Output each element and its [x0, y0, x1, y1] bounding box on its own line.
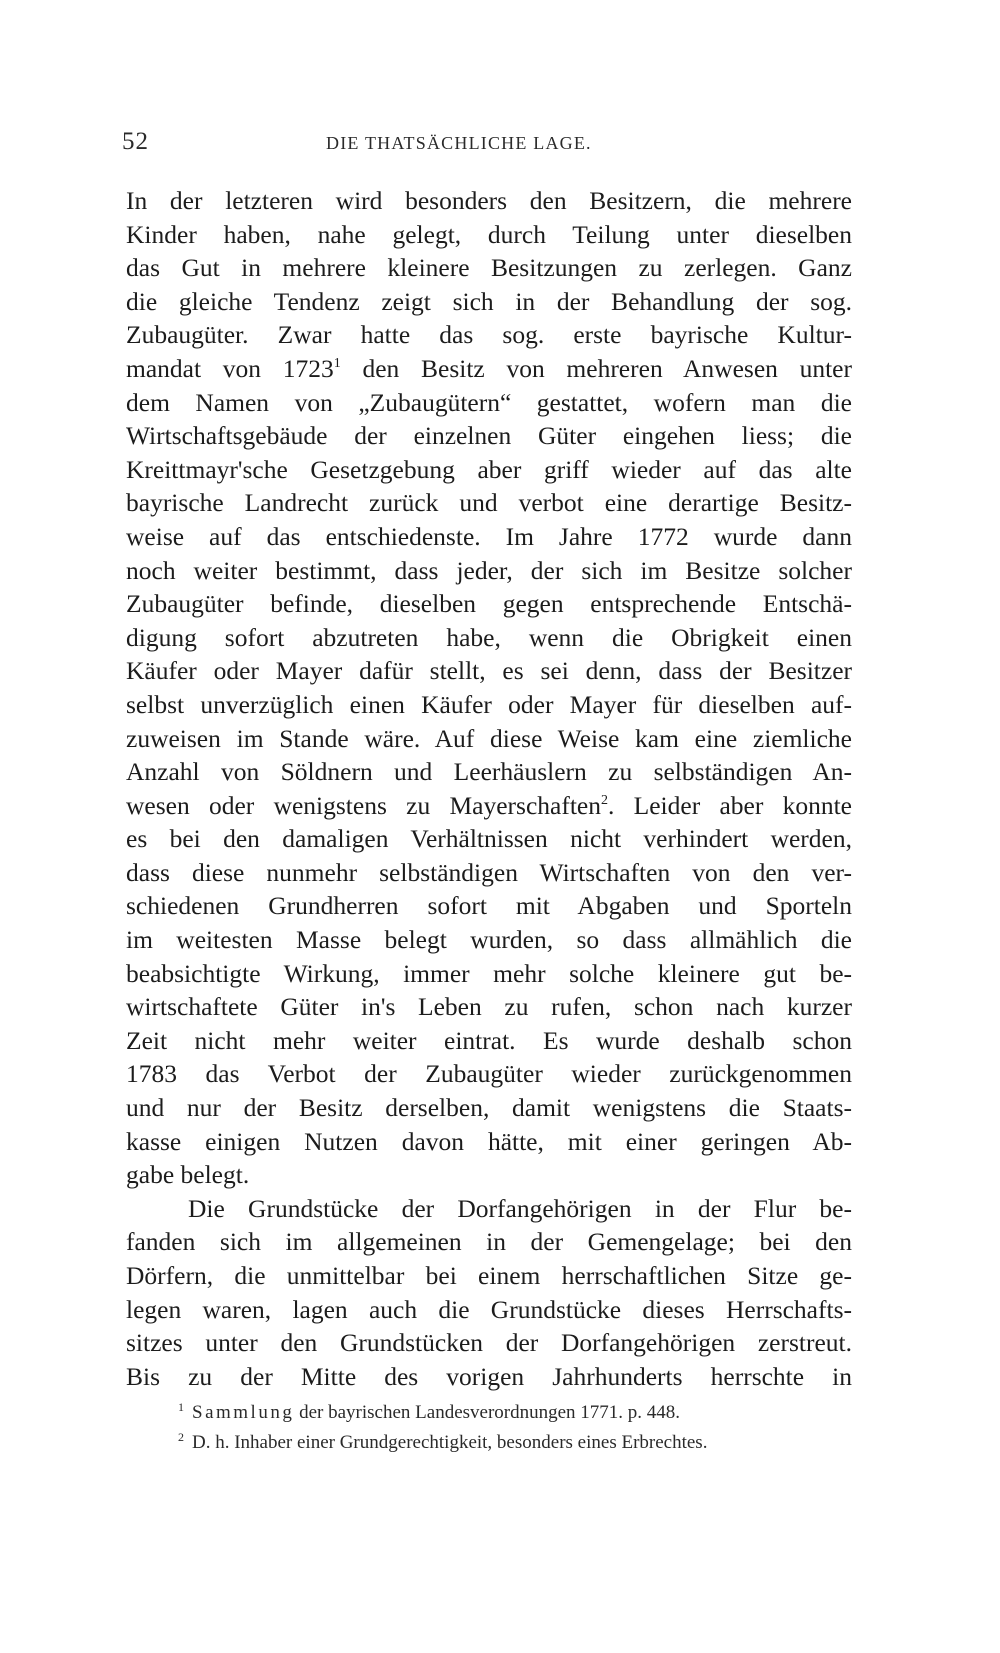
text-line: Anzahl von Söldnern und Leerhäuslern zu selbständigen An-	[126, 757, 852, 787]
text-line: beabsichtigte Wirkung, immer mehr solche kleinere gut be-	[126, 958, 852, 988]
text-line: wirtschaftete Güter in's Leben zu rufen, schon nach kurzer	[126, 992, 852, 1022]
text-line: Zubaugüter befinde, dieselben gegen entsprechende Entschä-	[126, 589, 852, 619]
text-line: im weitesten Masse belegt wurden, so dass allmählich die	[126, 925, 852, 955]
text-line: noch weiter bestimmt, dass jeder, der sich im Besitze solcher	[126, 555, 852, 585]
footnote-text: D. h. Inhaber einer Grundgerechtigkeit, besonders eines Erbrechtes.	[192, 1432, 708, 1453]
text-line: Zeit nicht mehr weiter eintrat. Es wurde deshalb schon	[126, 1025, 852, 1055]
text-line: gabe belegt.	[126, 1160, 250, 1190]
text-segment: wesen oder wenigstens zu Mayerschaften	[126, 790, 601, 820]
text-line: es bei den damaligen Verhältnissen nicht verhindert werden,	[126, 824, 852, 854]
body-text	[126, 184, 852, 1393]
text-line: bayrische Landrecht zurück und verbot eine derartige Besitz-	[126, 488, 852, 518]
text-line: In der letzteren wird besonders den Besitzern, die mehrere	[126, 186, 852, 215]
text-line: sitzes unter den Grundstücken der Dorfangehörigen zerstreut.	[126, 1328, 852, 1358]
text-line: Wirtschaftsgebäude der einzelnen Güter eingehen liess; die	[126, 421, 852, 451]
text-line: und nur der Besitz derselben, damit wenigstens die Staats-	[126, 1093, 852, 1123]
text-line: das Gut in mehrere kleinere Besitzungen zu zerlegen. Ganz	[126, 253, 852, 283]
text-line: digung sofort abzutreten habe, wenn die Obrigkeit einen	[126, 622, 852, 652]
text-line: Kreittmayr'sche Gesetzgebung aber griff wieder auf das alte	[126, 454, 852, 484]
text-line: weise auf das entschiedenste. Im Jahre 1772 wurde dann	[126, 521, 852, 551]
footnotes	[126, 1392, 852, 1452]
text-line: kasse einigen Nutzen davon hätte, mit einer geringen Ab-	[126, 1126, 852, 1156]
text-line: Dörfern, die unmittelbar bei einem herrschaftlichen Sitze ge-	[126, 1261, 852, 1290]
running-head	[122, 128, 852, 158]
text-line: Bis zu der Mitte des vorigen Jahrhunderts herrschte in	[126, 1361, 852, 1391]
footnote-ref-2: 2	[601, 792, 608, 808]
text-line: dass diese nunmehr selbständigen Wirtschaften von den ver-	[126, 857, 852, 887]
text-line: legen waren, lagen auch die Grundstücke dieses Herrschafts-	[126, 1294, 852, 1324]
page-number: 52	[122, 128, 149, 155]
footnote-mark: 1	[178, 1400, 184, 1414]
text-segment: . Leider aber konnte	[608, 790, 852, 820]
text-line: Kinder haben, nahe gelegt, durch Teilung unter dieselben	[126, 219, 852, 249]
text-line: zuweisen im Stande wäre. Auf diese Weise kam eine ziemliche	[126, 723, 852, 753]
text-line: dem Namen von „Zubaugütern“ gestattet, wofern man die	[126, 387, 852, 417]
text-segment: den Besitz von mehreren Anwesen unter	[340, 353, 852, 383]
footnote-spaced-text: Sammlung	[192, 1402, 295, 1423]
text-line: selbst unverzüglich einen Käufer oder Mayer für dieselben auf-	[126, 689, 852, 719]
footnote-1	[126, 1392, 852, 1422]
text-line: 1783 das Verbot der Zubaugüter wieder zurückgenommen	[126, 1059, 852, 1089]
text-line: die gleiche Tendenz zeigt sich in der Behandlung der sog.	[126, 286, 852, 316]
text-line: Käufer oder Mayer dafür stellt, es sei denn, dass der Besitzer	[126, 656, 852, 686]
text-segment: mandat von 1723	[126, 353, 334, 383]
text-line	[126, 789, 852, 823]
text-line: schiedenen Grundherren sofort mit Abgaben und Sporteln	[126, 891, 852, 921]
running-title: DIE THATSÄCHLICHE LAGE.	[326, 133, 592, 153]
footnote-mark: 2	[178, 1430, 184, 1444]
footnote-ref-1: 1	[333, 355, 341, 371]
footnote-text: der bayrischen Landesverordnungen 1771. p. 448.	[294, 1402, 681, 1423]
text-line: Die Grundstücke der Dorfangehörigen in der Flur be-	[188, 1193, 852, 1223]
text-line: fanden sich im allgemeinen in der Gemengelage; bei den	[126, 1227, 852, 1257]
footnote-2	[126, 1422, 852, 1452]
text-line: Zubaugüter. Zwar hatte das sog. erste bayrische Kultur-	[126, 320, 852, 350]
text-line	[126, 352, 852, 386]
